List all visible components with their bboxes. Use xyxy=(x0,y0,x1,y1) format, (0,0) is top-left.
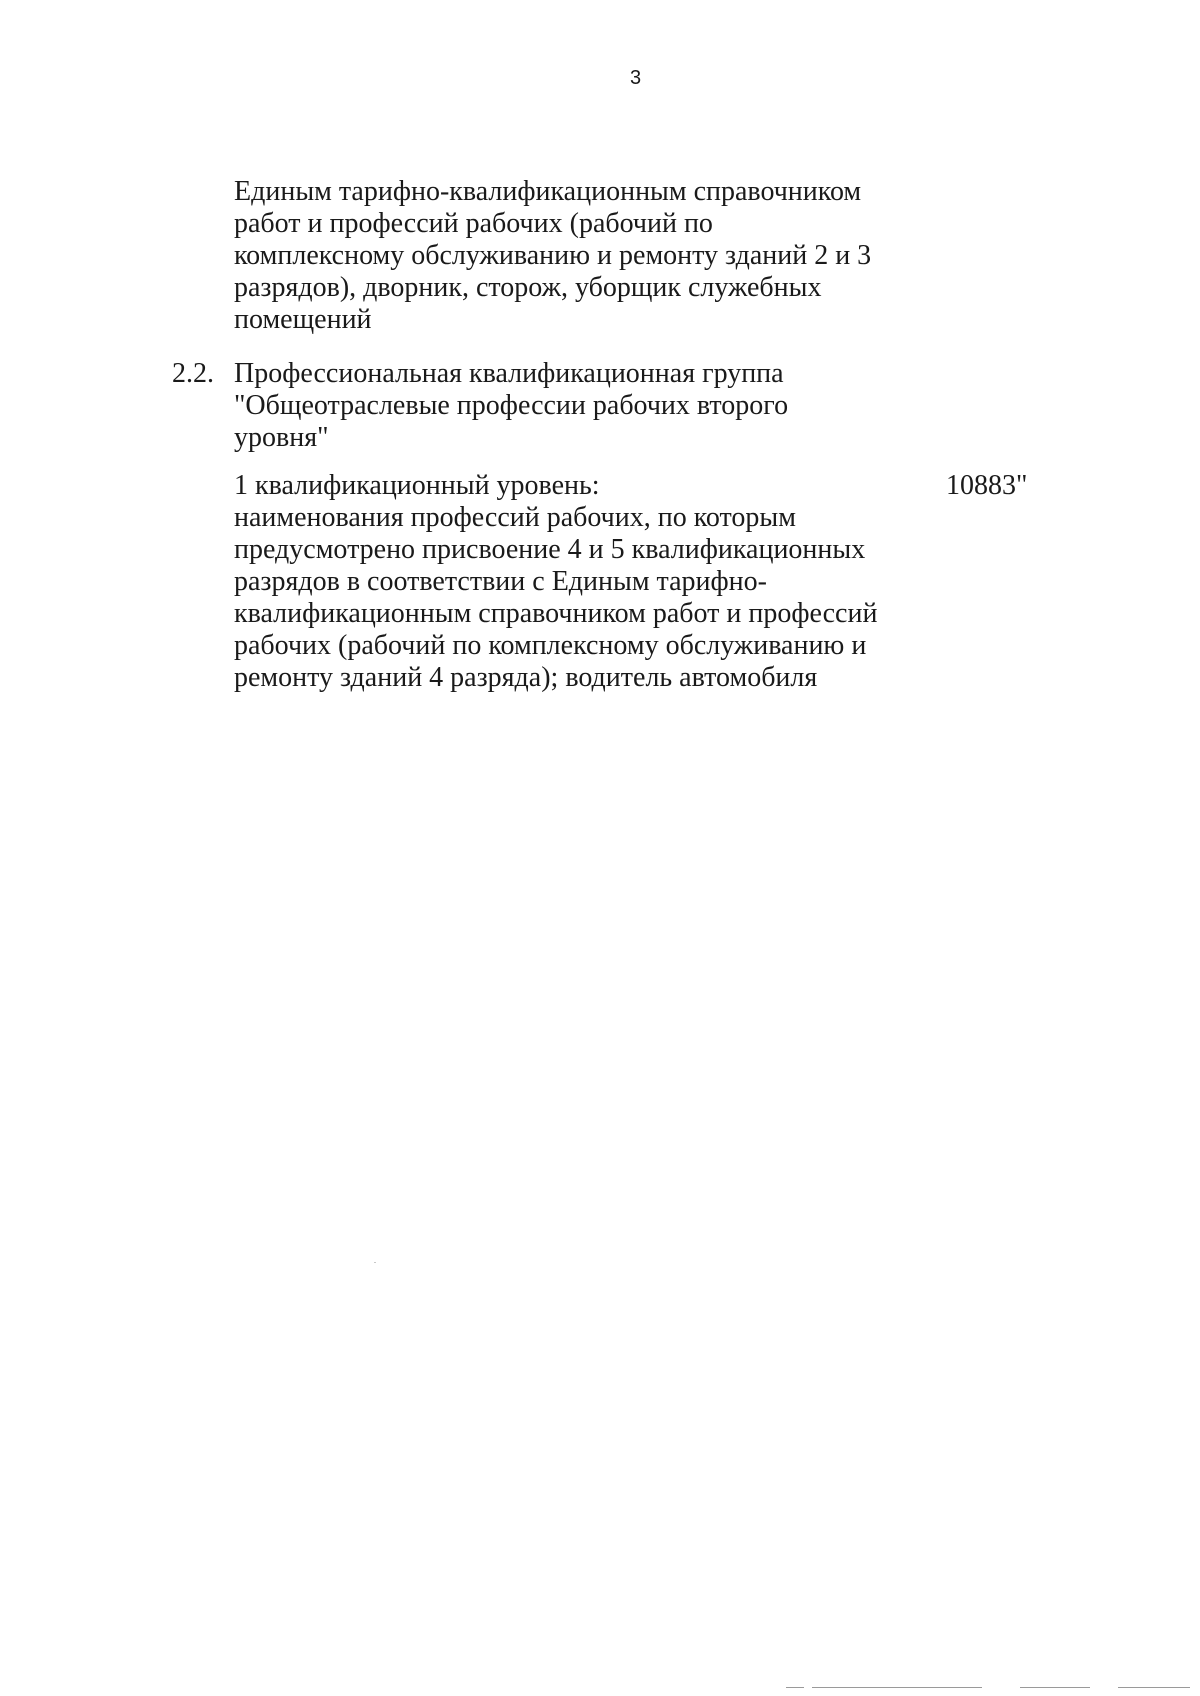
scan-artifact xyxy=(374,1262,376,1263)
text-line: разрядов в соответствии с Единым тарифно- xyxy=(234,566,767,597)
continuation-paragraph xyxy=(234,176,871,336)
text-line: уровня" xyxy=(234,422,329,453)
text-line: наименования профессий рабочих, по которым xyxy=(234,502,796,533)
text-line: разрядов), дворник, сторож, уборщик служебных xyxy=(234,272,822,303)
text-line: "Общеотраслевые профессии рабочих второго xyxy=(234,390,789,421)
text-line: 1 квалификационный уровень: xyxy=(234,470,600,501)
text-line: предусмотрено присвоение 4 и 5 квалификационных xyxy=(234,534,866,565)
scan-artifact xyxy=(786,1687,804,1688)
text-line: Единым тарифно-квалификационным справочником xyxy=(234,176,862,207)
scan-artifact xyxy=(1020,1687,1090,1688)
text-line: рабочих (рабочий по комплексному обслуживанию и xyxy=(234,630,867,661)
scan-artifact xyxy=(812,1687,982,1688)
text-line: комплексному обслуживанию и ремонту зданий 2 и 3 xyxy=(234,240,872,271)
section-title xyxy=(234,358,788,454)
salary-value: 10883" xyxy=(946,470,1028,501)
text-line: квалификационным справочником работ и профессий xyxy=(234,598,878,629)
page-number: 3 xyxy=(629,67,642,89)
scan-artifact xyxy=(1118,1687,1190,1688)
text-line: работ и профессий рабочих (рабочий по xyxy=(234,208,713,239)
qualification-level-paragraph xyxy=(234,470,877,694)
text-line: ремонту зданий 4 разряда); водитель автомобиля xyxy=(234,662,818,693)
text-line: Профессиональная квалификационная группа xyxy=(234,358,784,389)
text-line: помещений xyxy=(234,304,372,335)
section-number: 2.2. xyxy=(172,358,214,389)
